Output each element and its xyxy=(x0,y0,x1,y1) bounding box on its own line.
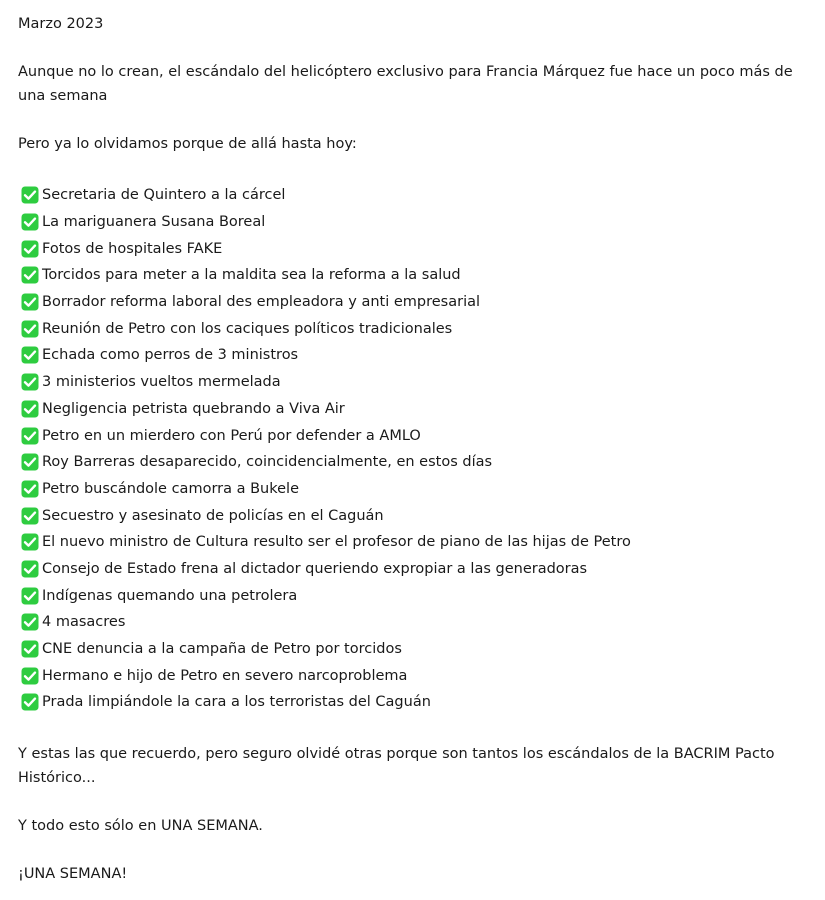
check-mark-button-icon xyxy=(21,533,39,551)
check-mark-button-icon xyxy=(21,400,39,418)
spacer xyxy=(18,790,825,814)
list-item-text: Petro en un mierdero con Perú por defender a AMLO xyxy=(42,427,421,444)
list-item-text: Negligencia petrista quebrando a Viva Air xyxy=(42,400,345,417)
list-item xyxy=(18,422,825,449)
check-mark-button-icon xyxy=(21,320,39,338)
list-item xyxy=(18,315,825,342)
check-mark-button-icon xyxy=(21,480,39,498)
one-week-line: Y todo esto sólo en UNA SEMANA. xyxy=(18,817,263,834)
list-item-text: Torcidos para meter a la maldita sea la reforma a la salud xyxy=(42,267,461,284)
check-mark-button-icon xyxy=(21,240,39,258)
list-item-text: 4 masacres xyxy=(42,614,126,631)
spacer xyxy=(18,716,825,742)
list-item-text: Secretaria de Quintero a la cárcel xyxy=(42,187,286,204)
list-item-text: Secuestro y asesinato de policías en el Caguán xyxy=(42,507,384,524)
list-item xyxy=(18,369,825,396)
list-item xyxy=(18,476,825,503)
list-item-text: Echada como perros de 3 ministros xyxy=(42,347,299,364)
check-mark-button-icon xyxy=(21,640,39,658)
lead-paragraph: Pero ya lo olvidamos porque de allá hasta hoy: xyxy=(18,136,357,152)
list-item xyxy=(18,235,825,262)
list-item xyxy=(18,289,825,316)
list-item xyxy=(18,449,825,476)
list-item-text: Fotos de hospitales FAKE xyxy=(42,240,223,257)
list-item xyxy=(18,609,825,636)
list-item-text: La mariguanera Susana Boreal xyxy=(42,214,266,231)
list-item-text: Borrador reforma laboral des empleadora y anti empresarial xyxy=(42,294,481,311)
final-exclamation: ¡UNA SEMANA! xyxy=(18,865,128,882)
list-item-text: Hermano e hijo de Petro en severo narcoproblema xyxy=(42,667,408,684)
scandal-checklist xyxy=(18,182,825,716)
list-item-text: Prada limpiándole la cara a los terroristas del Caguán xyxy=(42,694,431,711)
spacer xyxy=(18,36,825,60)
check-mark-button-icon xyxy=(21,507,39,525)
check-mark-button-icon xyxy=(21,346,39,364)
list-item xyxy=(18,636,825,663)
list-item xyxy=(18,209,825,236)
list-item xyxy=(18,342,825,369)
list-item-text: Consejo de Estado frena al dictador queriendo expropiar a las generadoras xyxy=(42,560,588,577)
list-item xyxy=(18,502,825,529)
spacer xyxy=(18,838,825,862)
list-item-text: 3 ministerios vueltos mermelada xyxy=(42,374,281,391)
check-mark-button-icon xyxy=(21,613,39,631)
spacer xyxy=(18,108,825,132)
spacer xyxy=(18,156,825,182)
list-item-text: Reunión de Petro con los caciques políticos tradicionales xyxy=(42,320,453,337)
check-mark-button-icon xyxy=(21,560,39,578)
check-mark-button-icon xyxy=(21,453,39,471)
list-item xyxy=(18,556,825,583)
list-item-text: El nuevo ministro de Cultura resulto ser el profesor de piano de las hijas de Petro xyxy=(42,534,631,551)
check-mark-button-icon xyxy=(21,693,39,711)
closing-paragraph: Y estas las que recuerdo, pero seguro olvidé otras porque son tantos los escándalos de la BACRIM Pacto Histórico... xyxy=(18,745,775,786)
check-mark-button-icon xyxy=(21,266,39,284)
list-item xyxy=(18,182,825,209)
list-item-text: Indígenas quemando una petrolera xyxy=(42,587,298,604)
list-item-text: Roy Barreras desaparecido, coincidencialmente, en estos días xyxy=(42,454,493,471)
check-mark-button-icon xyxy=(21,293,39,311)
list-item-text: CNE denuncia a la campaña de Petro por torcidos xyxy=(42,641,402,658)
list-item xyxy=(18,662,825,689)
list-item xyxy=(18,529,825,556)
check-mark-button-icon xyxy=(21,213,39,231)
list-item xyxy=(18,262,825,289)
list-item xyxy=(18,689,825,716)
list-item-text: Petro buscándole camorra a Bukele xyxy=(42,480,299,497)
date-line: Marzo 2023 xyxy=(18,16,104,32)
check-mark-button-icon xyxy=(21,587,39,605)
intro-paragraph: Aunque no lo crean, el escándalo del helicóptero exclusivo para Francia Márquez fue hace un poco más de una semana xyxy=(18,64,793,104)
list-item xyxy=(18,582,825,609)
check-mark-button-icon xyxy=(21,667,39,685)
check-mark-button-icon xyxy=(21,427,39,445)
list-item xyxy=(18,396,825,423)
check-mark-button-icon xyxy=(21,373,39,391)
check-mark-button-icon xyxy=(21,186,39,204)
